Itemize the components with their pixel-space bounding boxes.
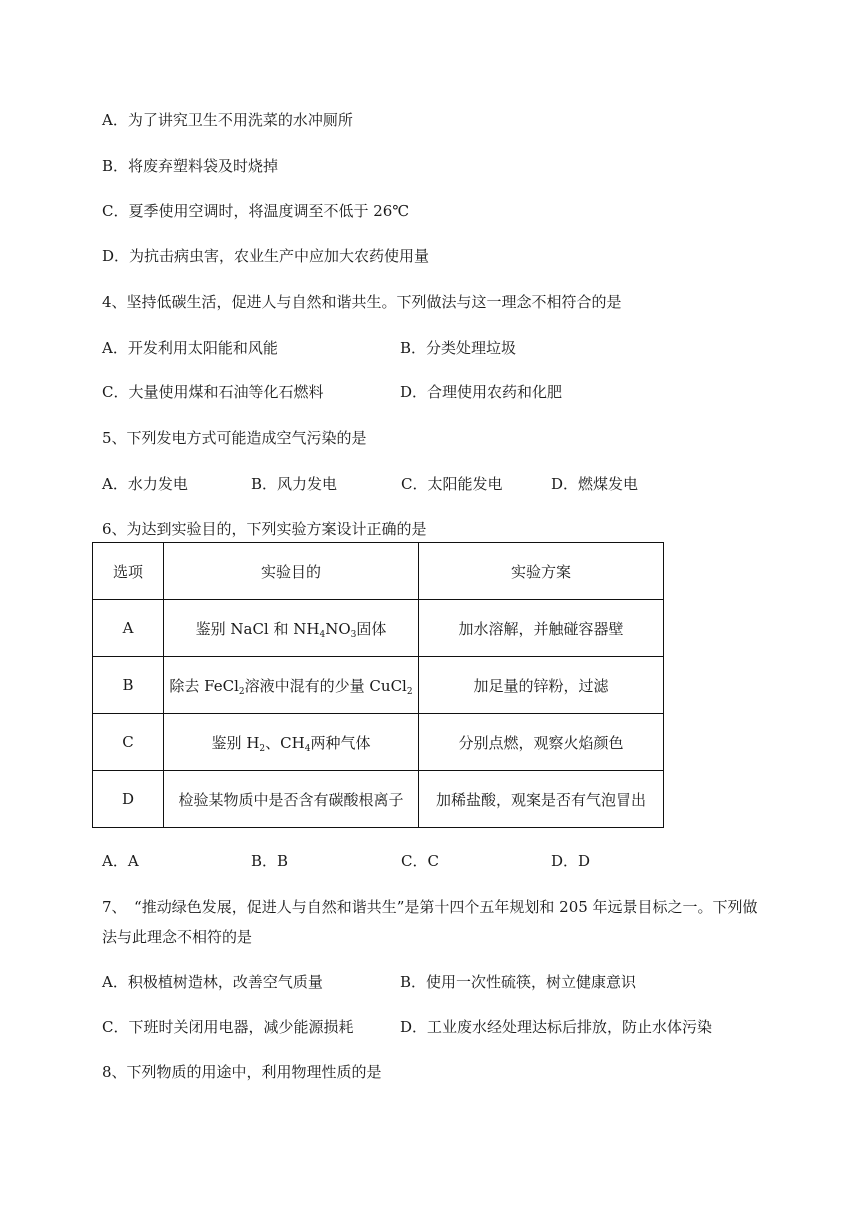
q3-option-d: D．为抗击病虫害，农业生产中应加大农药使用量	[102, 247, 430, 265]
q6-option-d: D．D	[551, 852, 591, 870]
table-cell-plan: 加稀盐酸，观案是否有气泡冒出	[419, 771, 664, 828]
table-cell-purpose: 鉴别 NaCl 和 $NH_4NO_3$固体	[164, 600, 419, 657]
q6-option-a: A．A	[102, 852, 139, 870]
table-cell-purpose: 鉴别 $H_2$、$CH_4$两种气体	[164, 714, 419, 771]
table-header-row	[93, 543, 664, 600]
table-cell-option: D	[93, 771, 164, 828]
q7-stem-line1: 7、 “推动绿色发展，促进人与自然和谐共生”是第十四个五年规划和 205 年远景目标之一。下列做	[102, 898, 758, 916]
table-cell-plan: 加水溶解，并触碰容器壁	[419, 600, 664, 657]
q7-option-a: A．积极植树造林，改善空气质量	[102, 973, 323, 991]
table-cell-plan: 加足量的锌粉，过滤	[419, 657, 664, 714]
q5-stem: 5、下列发电方式可能造成空气污染的是	[102, 429, 367, 447]
q6-option-c: C．C	[401, 852, 439, 870]
q4-option-a: A．开发利用太阳能和风能	[102, 339, 278, 357]
q7-option-c: C．下班时关闭用电器，减少能源损耗	[102, 1018, 354, 1036]
q6-option-b: B．B	[251, 852, 289, 870]
table-cell-purpose: 检验某物质中是否含有碳酸根离子	[164, 771, 419, 828]
table-header-plan: 实验方案	[419, 543, 664, 600]
table-cell-purpose: 除去 FeCl$_2$溶液中混有的少量 CuCl$_2$	[164, 657, 419, 714]
experiment-table	[92, 542, 664, 828]
q4-option-d: D．合理使用农药和化肥	[400, 383, 563, 401]
table-row	[93, 714, 664, 771]
q5-option-b: B．风力发电	[251, 475, 338, 493]
q3-option-b: B．将废弃塑料袋及时烧掉	[102, 157, 279, 175]
table-row	[93, 657, 664, 714]
q4-option-b: B．分类处理垃圾	[400, 339, 517, 357]
q4-option-c: C．大量使用煤和石油等化石燃料	[102, 383, 324, 401]
table-cell-option: B	[93, 657, 164, 714]
q8-stem: 8、下列物质的用途中，利用物理性质的是	[102, 1063, 382, 1081]
q5-option-c: C．太阳能发电	[401, 475, 503, 493]
q7-option-b: B．使用一次性硫筷，树立健康意识	[400, 973, 637, 991]
q7-stem-line2: 法与此理念不相符的是	[102, 928, 253, 946]
q7-option-d: D．工业废水经处理达标后排放，防止水体污染	[400, 1018, 713, 1036]
q6-stem: 6、为达到实验目的，下列实验方案设计正确的是	[102, 520, 427, 538]
table-cell-option: C	[93, 714, 164, 771]
q3-option-a: A．为了讲究卫生不用洗菜的水冲厕所	[102, 111, 353, 129]
table-header-purpose: 实验目的	[164, 543, 419, 600]
q4-stem: 4、坚持低碳生活，促进人与自然和谐共生。下列做法与这一理念不相符合的是	[102, 293, 622, 311]
table-header-option: 选项	[93, 543, 164, 600]
q5-option-d: D．燃煤发电	[551, 475, 639, 493]
table-cell-option: A	[93, 600, 164, 657]
table-cell-plan: 分别点燃，观察火焰颜色	[419, 714, 664, 771]
q5-option-a: A．水力发电	[102, 475, 188, 493]
q3-option-c: C．夏季使用空调时，将温度调至不低于 26℃	[102, 202, 410, 220]
table-row	[93, 600, 664, 657]
table-row	[93, 771, 664, 828]
